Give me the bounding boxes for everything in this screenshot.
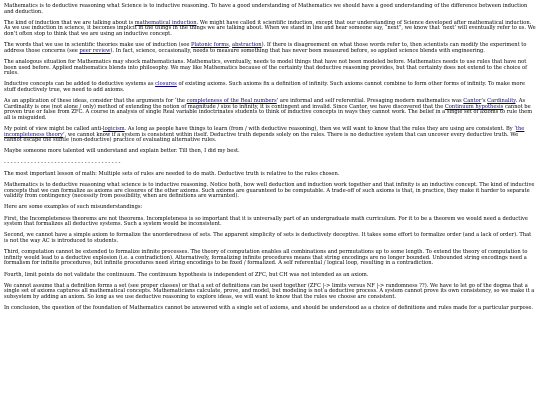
paragraph-text: ’s (481, 98, 488, 105)
inline-link[interactable]: the incompleteness theory (4, 126, 525, 138)
inline-link[interactable]: Continuum hypothesis (444, 103, 504, 110)
paragraph (4, 149, 536, 155)
paragraph-text: ). If there is disagreement on what those words refer to, then scientists can modify the experiment to address those concerns (see (4, 42, 527, 54)
paragraph-text: The analogous situation for Mathematics may shock mathematicians. Mathematics, eventually, needs to model things that have not been modeled before. Mathematics needs to use rules that have not been used before. Applied mathematics blends into philosophy. We may like Mathematics because of the certainty that deductive reasoning provides, but that certainty does not extend to the choice of rules. (4, 58, 528, 77)
paragraph-text: The most important lesson of math: Multiple sets of rules are needed to do math. Deductive truth is relative to the rules chosen. (4, 170, 340, 177)
paragraph (4, 43, 536, 54)
paragraph-text: ’, we cannot know if a system is consistent within itself. Deductive truth depends solely on the rules. There is no deductive system that can uncover every deductive truth. We cannot escape the subtle (non-deductive) practice of evaluating alternative rules. (4, 131, 519, 144)
paragraph (4, 233, 536, 244)
paragraph-text: Inductive concepts can be added to deductive systems as (4, 81, 156, 88)
paragraph-text: ). In fact, science, occasionally, needs to measure something that has never been measured before, so applied science blends with engineering. (110, 47, 485, 54)
paragraph-text: My point of view might be called anti- (4, 126, 103, 133)
paragraph (4, 127, 536, 144)
paragraph-text: In conclusion, the question of the foundation of Mathematics cannot be answered with a single set of axioms, and should be understood as a choice of definitions and rules made for a particular purpose. (4, 305, 534, 312)
paragraph (4, 4, 536, 15)
paragraph (4, 217, 536, 228)
paragraph (4, 99, 536, 121)
paragraph (4, 82, 536, 93)
paragraph-text: First, the Incompleteness theorems are not theorems. Incompleteness is so important that it is universally part of an undergraduate math curriculum. For it to be a theorem we would need a deductive system that formalizes all deductive systems. Such a system would be inconsistent. (4, 215, 528, 228)
inline-link[interactable]: completeness of the Real numbers (186, 98, 277, 105)
inline-link[interactable]: Platonic forms (191, 42, 229, 49)
paragraph (4, 172, 536, 178)
inline-link[interactable]: peer review (79, 47, 111, 54)
paragraph-text: , (228, 42, 233, 49)
paragraph-text: . As long as people have things to learn (from / with deductive reasoning), then we will want to know that the rules they are using are consistent. By ‘ (124, 126, 516, 133)
paragraph-text: Mathematics is to deductive reasoning what Science is to inductive reasoning. To have a good understanding of Mathematics we should have a good understanding of the difference between induction and deduction. (4, 3, 528, 15)
inline-link[interactable]: Cardinality (487, 98, 516, 105)
paragraph (4, 21, 536, 38)
paragraph-text: We cannot assume that a definition forms a set (see proper classes) or that a set of definitions can be used together (ZFC |-> limits versus NF |-> randomness ??). We have to let go of the dogma that a single set of axioms captures all mathematical concepts. Mathematicians calculate, prove, and model, but modeling is not a deductive process. A system cannot prove its own consistency, so we make it a subsystem by adding an axiom. So long as we use deductive reasoning to explore ideas, we will want to know that the rules we choose are consistent. (4, 282, 535, 300)
paragraph-text: Mathematics is to deductive reasoning what science is to inductive reasoning. Notice both, how well deduction and induction work together and that infinity is an inductive concept. The kind of inductive concepts that we can formalize as axioms are closures of the other axioms. Such axioms are guaranteed to be computable. A trade-off of such axioms is that, in practice, they make it harder to separate validity from contingency (necessity from possibility, when are definitions are warranted). (4, 182, 535, 200)
paragraph (4, 306, 536, 312)
inline-link[interactable]: mathematical induction (134, 19, 197, 26)
paragraph-text: - - - - - - - - - - - - - - - - - - - - - - - - - - - - - - - - - - - (4, 159, 121, 166)
paragraph-text: of existing axioms. Such axioms fix a definition of infinity. Such axioms cannot combine to form other forms of infinity. To make more stuff deductively true, we need to add axioms. (4, 81, 525, 93)
paragraph (4, 60, 536, 77)
paragraph (4, 183, 536, 200)
paragraph-text: Third, computation cannot be extended to formalize infinite processes. The theory of computation enables all combinations and permutations up to some length. To extend the theory of computation to infinity would lead to a deductive explosion (i.e. a contradiction). Alternatively, formalizing infinite procedures means that string encodings are no longer bounded. Unbounded string encodings need a formalism for infinite procedures, but infinite procedures need string encodings to be fixed / formalized. A self referential / logical loop, resulting in a contradiction. (4, 249, 528, 267)
paragraph-text: Maybe someone more talented will understand and explain better. Till then, I did my best. (4, 148, 240, 155)
paragraph-text: The words that we use in scientific theories make use of induction (see (4, 42, 191, 49)
paragraph-text: cannot be proven true or false from ZFC. A course in analysis of single Real variable indoctrinates students to think of inductive concepts in ways they cannot work. The belief in a single set of axioms to rule them all is misguided. (4, 103, 533, 121)
paragraph (4, 205, 536, 211)
paragraph-text: Second, we cannot have a simple axiom to formalize the unorderedness of sets. The apparent simplicity of sets is deductively deceptive. It takes some effort to formalize order (and a lack of order). That is not the way AC is introduced to students. (4, 232, 532, 244)
paragraph-text: . We might have called it scientific induction, except that our understanding of Science developed after mathematical induction. As we use induction in science, it becomes implicit in the things in the things we are talking about. When we stand in line and hear someone say, “next”, we know that ‘next’ will eventually refer to us. We don’t often stop to think that we are using an inductive concept. (4, 19, 536, 37)
paragraph (4, 161, 536, 167)
paragraph-text: ’ are informal and self referential. Presaging modern mathematics was (276, 98, 464, 105)
inline-link[interactable]: logicism (102, 126, 125, 133)
inline-link[interactable]: abstraction (232, 42, 262, 49)
paragraph-text: . As Cardinality is one (not alone / only) method of extending the notion of magnitude / size to infinity, it is contingent and invalid. Since Cantor, we have discovered that the (4, 98, 526, 110)
paragraph (4, 273, 536, 279)
inline-link[interactable]: Cantor (463, 98, 482, 105)
paragraph (4, 284, 536, 301)
paragraph-text: The kind of induction that we are talking about is (4, 19, 135, 26)
paragraph-text: Fourth, limit points do not validate the continuum. The continuum hypothesis is independent of ZFC, but CH was not intended as an axiom. (4, 271, 369, 278)
paragraph (4, 250, 536, 267)
paragraph-text: As an application of these ideas, consider that the arguments for ‘the (4, 98, 187, 105)
paragraph-text: Here are some examples of such misunderstandings: (4, 204, 143, 211)
inline-link[interactable]: closures (155, 81, 177, 88)
